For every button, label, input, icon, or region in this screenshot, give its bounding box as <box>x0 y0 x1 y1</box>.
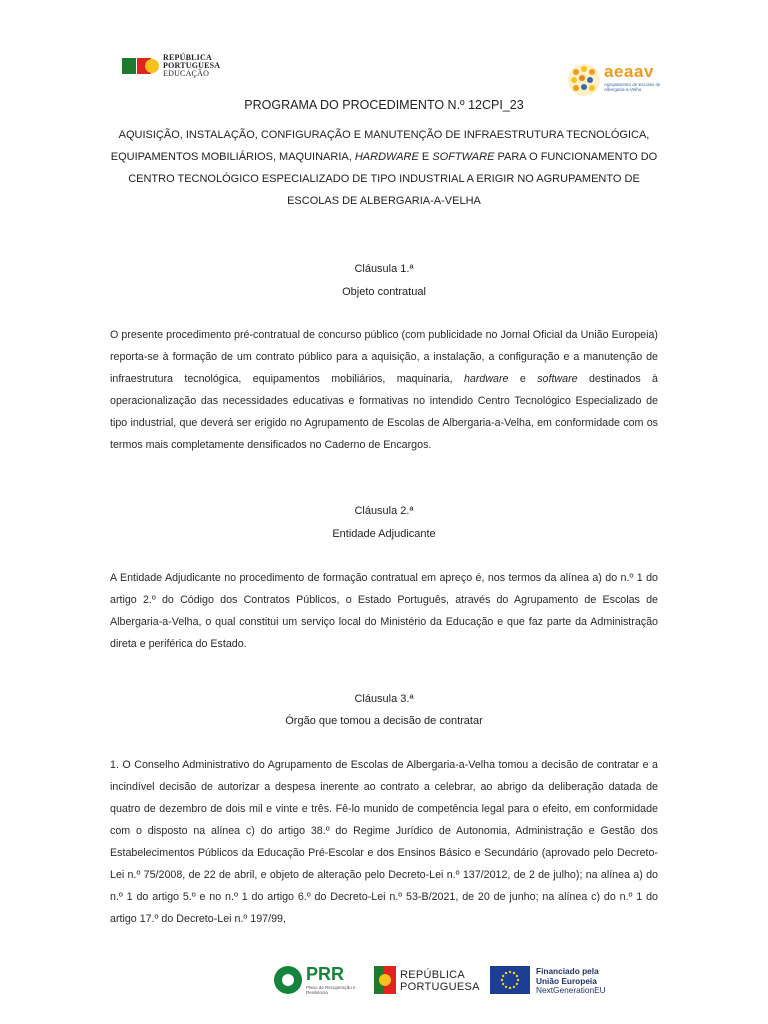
clause-1-text-b: destinados à operacionalização das necessidades educativas e formativas no intendido Centro Tecnológico Especializado de tipo industrial, que deverá ser erigido no Agrupamento de Escolas de Albergaria-a-Velha, em conformidade com os termos mais completamente densificados no Caderno de Encargos. <box>110 373 659 451</box>
eu-line3: NextGenerationEU <box>536 985 606 995</box>
eu-funding-logo <box>490 966 670 996</box>
prr-logo-name: PRR <box>306 964 345 984</box>
subtitle-part2: PARA O FUNCIONAMENTO DO CENTRO TECNOLÓGICO ESPECIALIZADO DE TIPO INDUSTRIAL A ERIGIR NO AGRUPAMENTO DE ESCOLAS DE ALBERGARIA-A-VELHA <box>128 151 658 207</box>
clause-1-number: Cláusula 1.ª <box>354 263 414 275</box>
eu-line2: União Europeia <box>536 975 597 986</box>
clause-1-and: e <box>508 373 538 385</box>
prr-circle-icon <box>274 966 302 994</box>
clause-1-hardware: hardware <box>463 373 509 385</box>
clause-3-text: 1. O Conselho Administrativo do Agrupamento de Escolas de Albergaria-a-Velha tomou a decisão de contratar e a incindível decisão de autorizar a despesa inerente ao contrato a celebrar, ao abrigo da deliberação datada de quatro de dezembro de dois mil e vinte e três. Fê-lo munido de competência legal para o efeito, em conformidade com o disposto na alínea c) do artigo 38.º do Regime Jurídico de Autonomia, Administração e Gestão dos Estabelecimentos Públicos da Educação Pré-Escolar e dos Ensinos Básico e Secundário (aprovado pelo Decreto-Lei n.º 75/2008, de 22 de abril, e objeto de alteração pelo Decreto-Lei n.º 137/2012, de 2 de julho); na alínea a) do n.º 1 do artigo 5.º e no n.º 1 do artigo 6.º do Decreto-Lei n.º 53-B/2021, de 20 de junho; na alínea c) do n.º 1 do artigo 17.º do Decreto-Lei n.º 197/99, <box>110 759 658 925</box>
footer-logos <box>0 964 768 1004</box>
portugal-emblem-icon <box>374 966 396 994</box>
clause-1-heading: Objeto contratual <box>342 286 426 298</box>
subtitle-software: SOFTWARE <box>432 151 495 163</box>
republica-portuguesa-footer-logo <box>374 966 484 998</box>
aeaav-logo-subtitle: Agrupamento de Escolas de Albergaria-a-Velha <box>604 82 661 92</box>
clause-2-text: A Entidade Adjudicante no procedimento de formação contratual em apreço é, nos termos da alínea a) do n.º 1 do artigo 2.º do Código dos Contratos Públicos, o Estado Português, através do Agrupamento de Escolas de Albergaria-a-Velha, o qual constitui um serviço local do Ministério da Educação e que faz parte da Administração direta e periférica do Estado. <box>110 572 658 650</box>
clause-1-software: software <box>537 373 578 385</box>
document-subtitle <box>110 124 658 212</box>
aeaav-logo-name: aeaav <box>604 62 654 81</box>
rp-logo-line3: EDUCAÇÃO <box>163 69 210 78</box>
republica-portuguesa-educacao-logo <box>122 54 220 78</box>
clause-1-text-a: O presente procedimento pré-contratual de concurso público (com publicidade no Jornal Oficial da União Europeia) reporta-se à formação de um contrato público para a aquisição, a instalação, a configuração e a manutenção de infraestrutura tecnológica, equipamentos mobiliários, maquinaria, <box>110 329 658 385</box>
rp-logo-line2: PORTUGUESA <box>163 61 221 70</box>
eu-flag-icon <box>490 966 530 994</box>
subtitle-hardware: HARDWARE <box>354 151 419 163</box>
clause-2-number: Cláusula 2.ª <box>354 505 414 517</box>
portugal-flag-icon <box>122 58 159 74</box>
aeaav-dots-icon <box>566 62 602 98</box>
clause-1-text <box>110 324 658 456</box>
rp-logo-line1: REPÚBLICA <box>163 53 212 62</box>
prr-logo-subtitle: Plano de Recuperação e Resiliência <box>306 985 356 995</box>
clause-2-heading: Entidade Adjudicante <box>332 528 436 540</box>
prr-logo <box>274 964 364 998</box>
aeaav-logo <box>566 62 666 98</box>
subtitle-and: E <box>418 151 433 163</box>
clause-3-number: Cláusula 3.ª <box>354 693 414 705</box>
rp-footer-line1: REPÚBLICA <box>400 969 466 981</box>
clause-3-heading: Órgão que tomou a decisão de contratar <box>285 715 483 727</box>
eu-line1: Financiado pela <box>536 966 599 976</box>
subtitle-part1: AQUISIÇÃO, INSTALAÇÃO, CONFIGURAÇÃO E MANUTENÇÃO DE INFRAESTRUTURA TECNOLÓGICA, EQUIPAMENTOS MOBILIÁRIOS, MAQUINARIA, <box>110 129 650 163</box>
document-title: PROGRAMA DO PROCEDIMENTO N.º 12CPI_23 <box>244 98 524 112</box>
rp-footer-line2: PORTUGUESA <box>400 981 480 993</box>
